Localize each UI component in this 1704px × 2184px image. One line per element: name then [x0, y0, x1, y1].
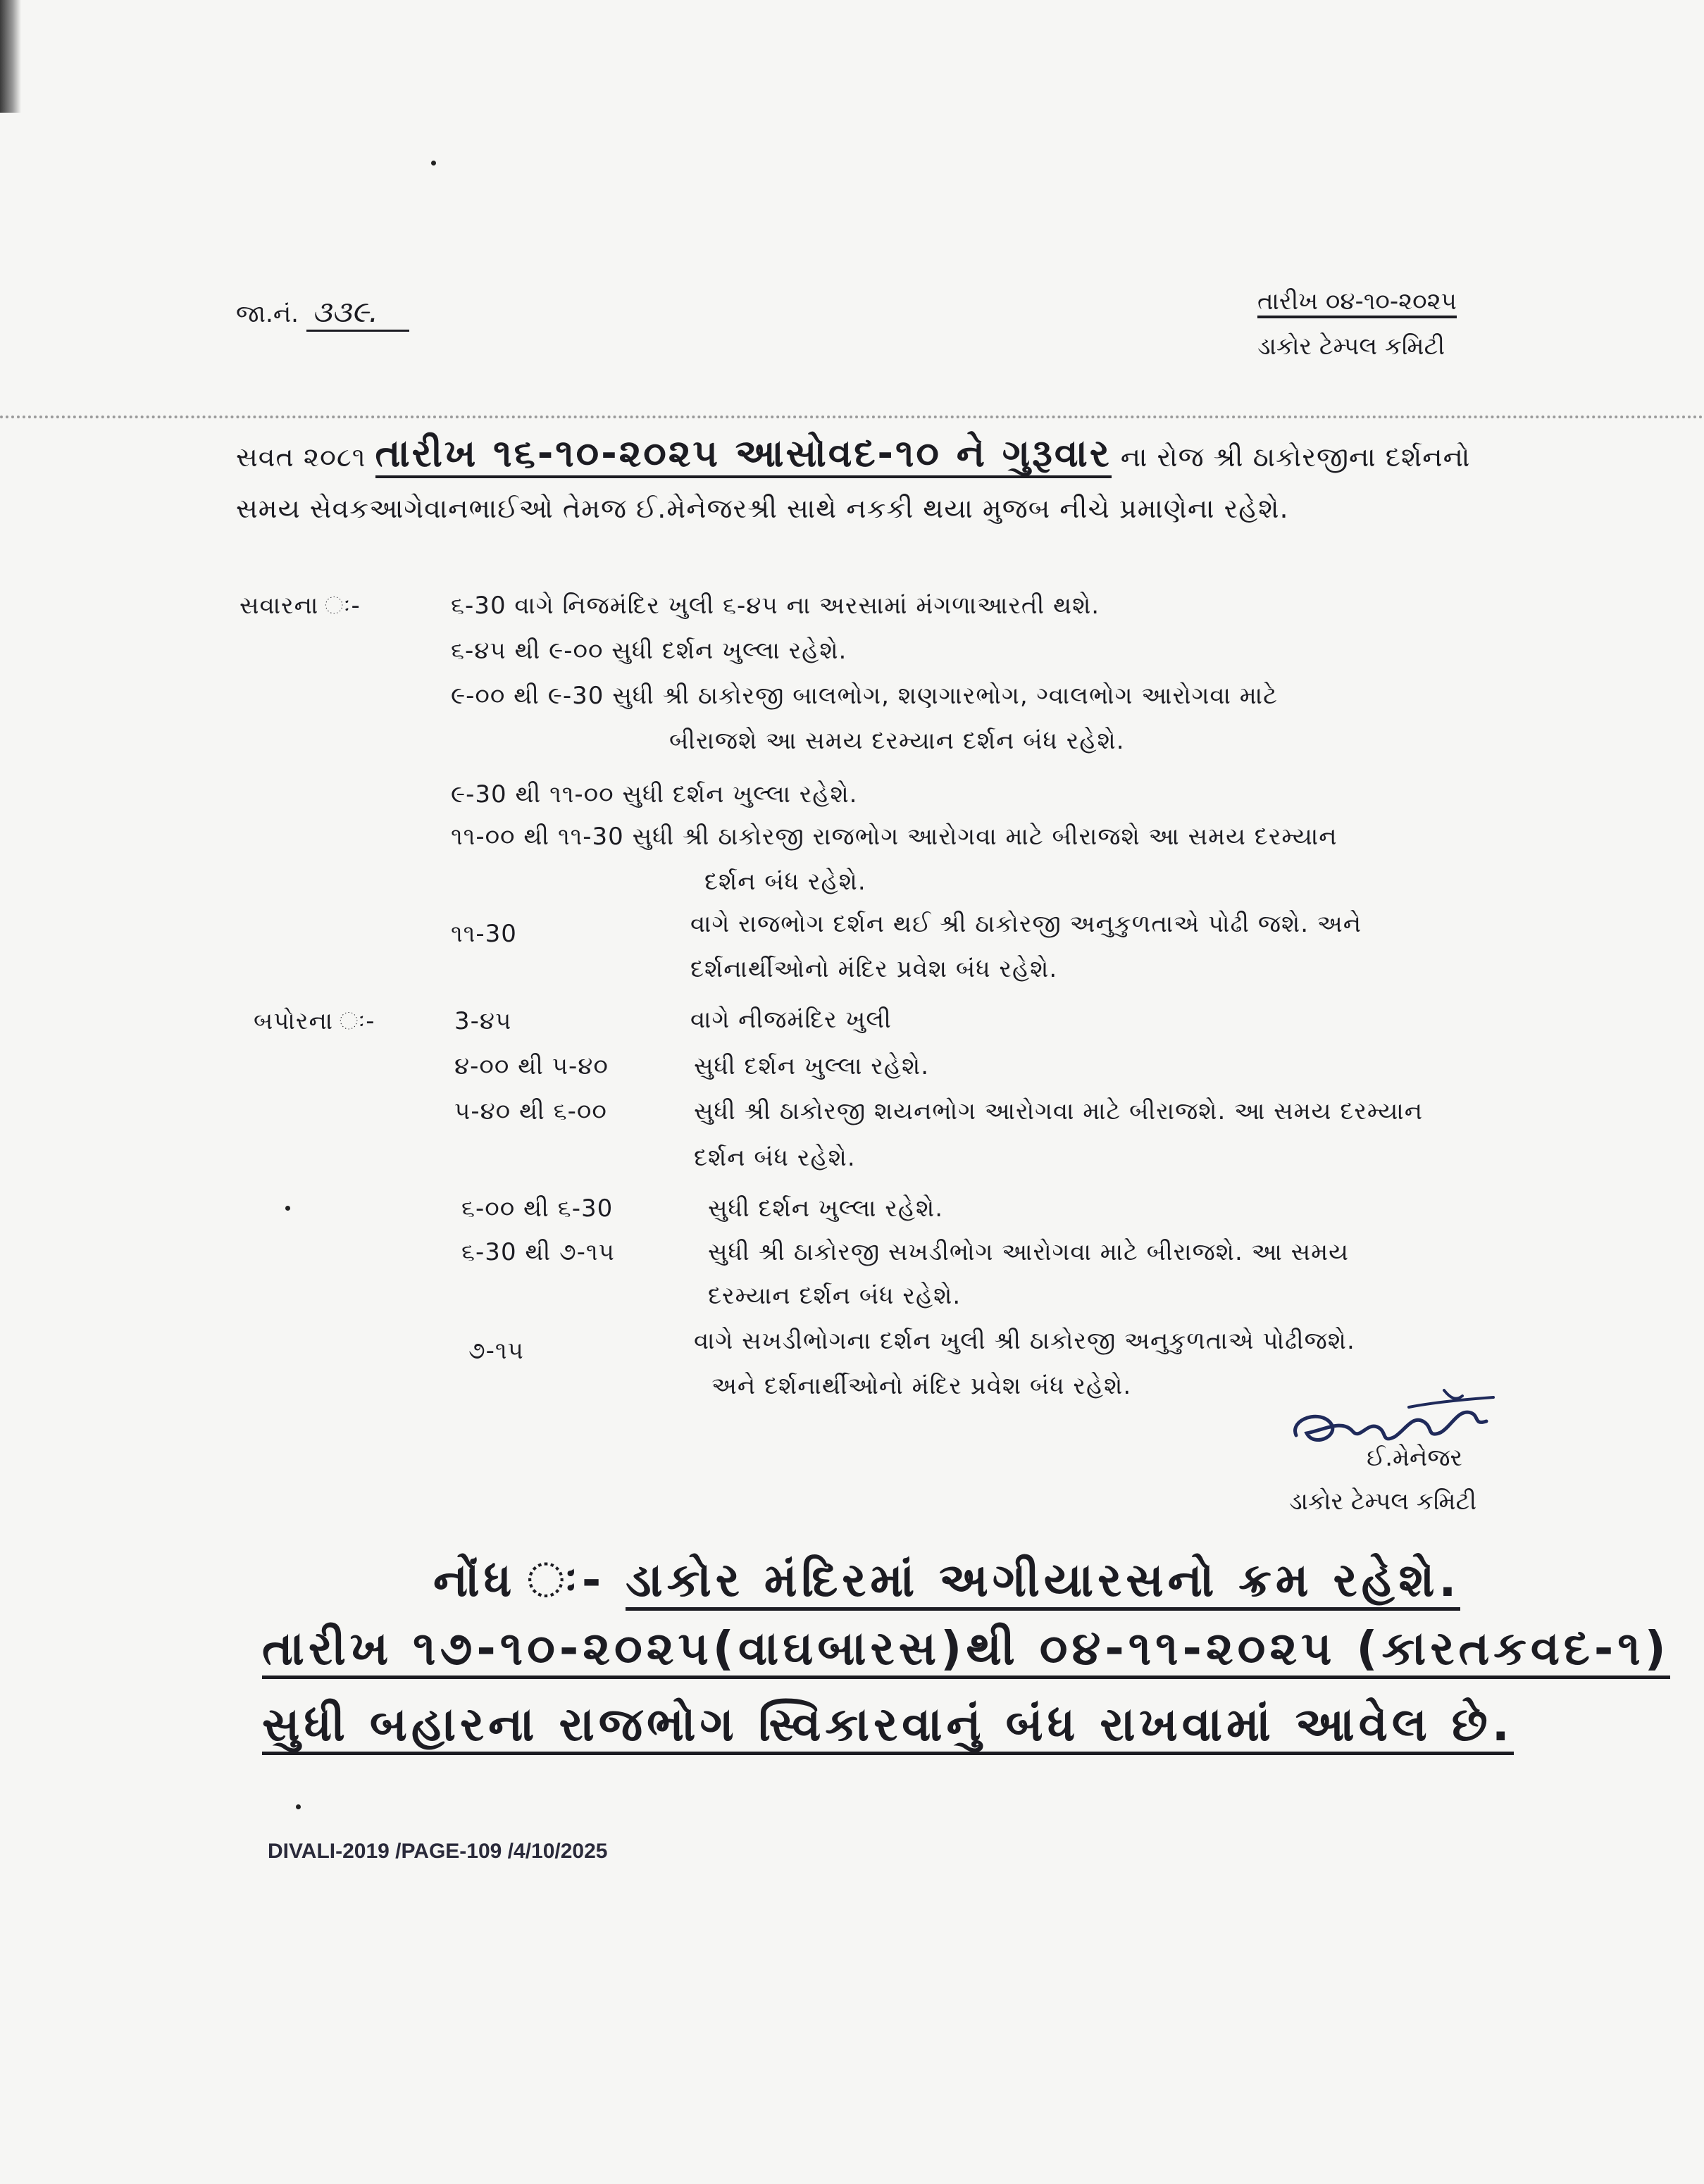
afternoon-row-time: ૬-30 થી ૭-૧૫	[461, 1238, 615, 1266]
afternoon-label: બપોરના ઃ-	[254, 1007, 375, 1035]
ink-speck	[285, 1206, 290, 1211]
signatory-title: ઈ.મેનેજર	[1367, 1444, 1463, 1472]
morning-row-continuation: બીરાજશે આ સમય દરમ્યાન દર્શન બંધ રહેશે.	[669, 727, 1125, 755]
afternoon-row: સુધી દર્શન ખુલ્લા રહેશે.	[694, 1052, 930, 1080]
intro-line-1: સવત ૨૦૮૧ તારીખ ૧૬-૧૦-૨૦૨૫ આસોવદ-૧૦ ને ગુરૂવાર ના રોજ શ્રી ઠાકોરજીના દર્શનનો	[236, 431, 1470, 476]
issuer-header: ડાકોર ટેમ્પલ કમિટી	[1257, 332, 1445, 361]
morning-row: ૯-30 થી ૧૧-૦૦ સુધી દર્શન ખુલ્લા રહેશે.	[451, 780, 858, 809]
morning-row-continuation: દર્શન બંધ રહેશે.	[704, 868, 866, 896]
afternoon-row-time: ૫-૪૦ થી ૬-૦૦	[454, 1097, 607, 1125]
intro-line-2: સમય સેવકઆગેવાનભાઈઓ તેમજ ઈ.મેનેજરશ્રી સાથે નકકી થયા મુજબ નીચે પ્રમાણેના રહેશે.	[236, 493, 1289, 524]
morning-label: સવારના ઃ-	[240, 592, 361, 620]
note-line-2: તારીખ ૧૭-૧૦-૨૦૨૫(વાઘબારસ)થી ૦૪-૧૧-૨૦૨૫ (કારતકવદ-૧)	[262, 1621, 1670, 1677]
morning-row: ૬-30 વાગે નિજમંદિર ખુલી ૬-૪૫ ના અરસામાં મંગળાઆરતી થશે.	[451, 592, 1100, 620]
reference-number	[236, 294, 409, 332]
morning-row: ૧૧-૦૦ થી ૧૧-30 સુધી શ્રી ઠાકોરજી રાજભોગ આરોગવા માટે બીરાજશે આ સમય દરમ્યાન	[451, 823, 1338, 851]
afternoon-row: સુધી દર્શન ખુલ્લા રહેશે.	[708, 1194, 944, 1223]
afternoon-row-time: ૭-૧૫	[468, 1337, 524, 1365]
afternoon-row: સુધી શ્રી ઠાકોરજી સખડીભોગ આરોગવા માટે બીરાજશે. આ સમય	[708, 1238, 1350, 1266]
dotted-divider	[0, 416, 1704, 418]
note-line-1-text: ડાકોર મંદિરમાં અગીયારસનો ક્રમ રહેશે.	[626, 1553, 1460, 1611]
note-line-3: સુધી બહારના રાજભોગ સ્વિકારવાનું બંધ રાખવામાં આવેલ છે.	[262, 1697, 1514, 1753]
reference-label: જા.નં.	[236, 300, 299, 328]
morning-row: વાગે રાજભોગ દર્શન થઈ શ્રી ઠાકોરજી અનુકુળતાએ પોઢી જશે. અને	[690, 910, 1362, 938]
afternoon-row: સુધી શ્રી ઠાકોરજી શયનભોગ આરોગવા માટે બીરાજશે. આ સમય દરમ્યાન	[694, 1097, 1424, 1125]
afternoon-row-time: 3-૪૫	[454, 1007, 512, 1035]
afternoon-row-continuation: દર્શન બંધ રહેશે.	[694, 1144, 856, 1172]
afternoon-row: વાગે નીજમંદિર ખુલી	[690, 1006, 892, 1034]
note-line-1	[433, 1553, 1460, 1609]
signatory-org: ડાકોર ટેમ્પલ કમિટી	[1289, 1487, 1477, 1516]
afternoon-row-continuation: દરમ્યાન દર્શન બંધ રહેશે.	[708, 1282, 962, 1310]
event-date-highlight: તારીખ ૧૬-૧૦-૨૦૨૫ આસોવદ-૧૦ ને ગુરૂવાર	[375, 431, 1112, 478]
afternoon-row: વાગે સખડીભોગના દર્શન ખુલી શ્રી ઠાકોરજી અનુકુળતાએ પોઢીજશે.	[694, 1327, 1355, 1355]
afternoon-row-time: ૪-૦૦ થી ૫-૪૦	[454, 1052, 609, 1080]
footer-reference: DIVALI-2019 /PAGE-109 /4/10/2025	[268, 1840, 608, 1863]
afternoon-row-time: ૬-૦૦ થી ૬-30	[461, 1194, 614, 1223]
reference-handwritten-number: ૩૩૯.	[306, 294, 409, 332]
morning-row-continuation: દર્શનાર્થીઓનો મંદિર પ્રવેશ બંધ રહેશે.	[690, 955, 1058, 983]
note-label: નોંધ ઃ-	[433, 1553, 606, 1607]
letter-date: તારીખ ૦૪-૧૦-૨૦૨૫	[1257, 287, 1457, 316]
morning-row: ૯-૦૦ થી ૯-30 સુધી શ્રી ઠાકોરજી બાલભોગ, શણગારભોગ, ગ્વાલભોગ આરોગવા માટે	[451, 682, 1278, 710]
ink-speck	[296, 1804, 301, 1809]
afternoon-row-continuation: અને દર્શનાર્થીઓનો મંદિર પ્રવેશ બંધ રહેશે.	[711, 1372, 1132, 1400]
morning-row: ૬-૪૫ થી ૯-૦૦ સુધી દર્શન ખુલ્લા રહેશે.	[451, 637, 847, 665]
ink-speck	[431, 161, 436, 166]
morning-row-time: ૧૧-30	[451, 920, 517, 948]
scan-edge-shadow	[0, 0, 21, 113]
